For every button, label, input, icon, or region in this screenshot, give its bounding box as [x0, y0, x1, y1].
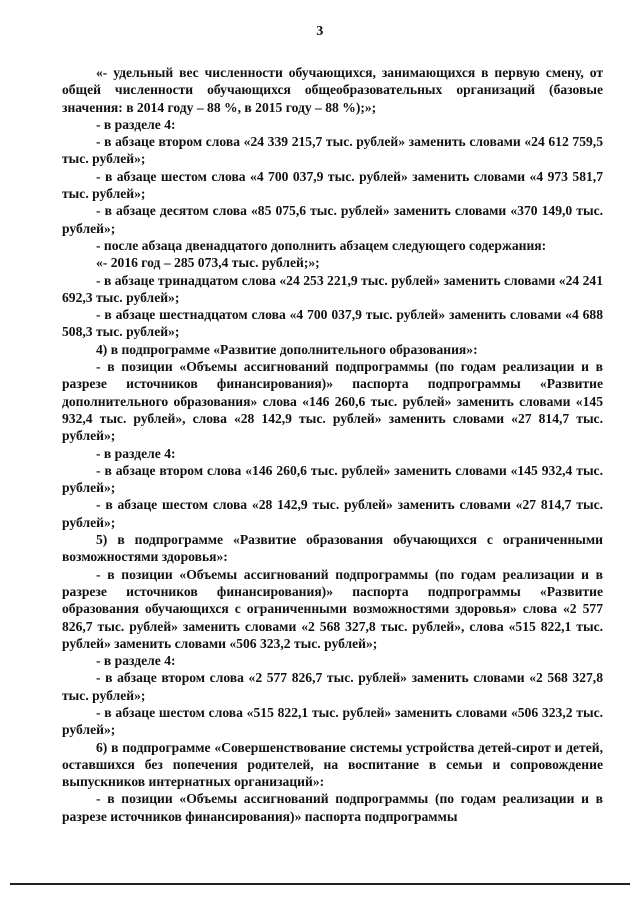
- paragraph-item-4-abzac-6-amendment: - в абзаце шестом слова «28 142,9 тыс. рублей» заменить словами «27 814,7 тыс. рублей»;: [62, 497, 603, 530]
- paragraph-item-6-passport-amendment: - в позиции «Объемы ассигнований подпрограммы (по годам реализации и в разрезе источников финансирования)» паспорта подпрограммы: [62, 791, 603, 824]
- page-number: 3: [316, 24, 324, 39]
- paragraph-abzac-16-amendment: - в абзаце шестнадцатом слова «4 700 037,9 тыс. рублей» заменить словами «4 688 508,3 тыс. рублей»;: [62, 307, 603, 340]
- page-bottom-rule: [10, 883, 630, 885]
- paragraph-item-5-disabilities: 5) в подпрограмме «Развитие образования обучающихся с ограниченными возможностями здоровья»:: [62, 532, 603, 565]
- paragraph-2016-year-amount: «- 2016 год – 285 073,4 тыс. рублей;»;: [96, 255, 320, 271]
- paragraph-item-4-abzac-2-amendment: - в абзаце втором слова «146 260,6 тыс. рублей» заменить словами «145 932,4 тыс. рублей»;: [62, 462, 603, 496]
- paragraph-student-share-indicator: «- удельный вес численности обучающихся, занимающихся в первую смену, от общей численности обучающихся общеобразовательных организаций (базовые значения: в 2014 году – 88 %, в 2015 году – 88 %);»;: [62, 65, 603, 115]
- paragraph-section-4-header: - в разделе 4:: [96, 116, 176, 132]
- document-body: [62, 64, 603, 825]
- paragraph-item-4-passport-amendment: - в позиции «Объемы ассигнований подпрограммы (по годам реализации и в разрезе источников финансирования)» паспорта подпрограммы «Развитие дополнительного образования» слова «146 260,6 тыс. рублей» заменить словами «145 932,4 тыс. рублей», слова «28 142,9 тыс. рублей» заменить словами «27 814,7 тыс. рублей»;: [62, 359, 603, 444]
- paragraph-item-5-abzac-2-amendment: - в абзаце втором слова «2 577 826,7 тыс. рублей» заменить словами «2 568 327,8 тыс. рублей»;: [62, 670, 603, 703]
- paragraph-abzac-10-amendment: - в абзаце десятом слова «85 075,6 тыс. рублей» заменить словами «370 149,0 тыс. рублей»;: [62, 203, 603, 236]
- paragraph-item-6-orphans: 6) в подпрограмме «Совершенствование системы устройства детей-сирот и детей, оставшихся без попечения родителей, на воспитание в семьи и сопровождение выпускников интернатных организаций»:: [62, 739, 603, 790]
- paragraph-abzac-13-amendment: - в абзаце тринадцатом слова «24 253 221,9 тыс. рублей» заменить словами «24 241 692,3 тыс. рублей»;: [62, 272, 603, 305]
- paragraph-abzac-6-amendment: - в абзаце шестом слова «4 700 037,9 тыс. рублей» заменить словами «4 973 581,7 тыс. рублей»;: [62, 168, 603, 202]
- paragraph-item-5-abzac-6-amendment: - в абзаце шестом слова «515 822,1 тыс. рублей» заменить словами «506 323,2 тыс. рублей»;: [62, 704, 603, 738]
- paragraph-item-5-section-4-header: - в разделе 4:: [96, 653, 176, 669]
- paragraph-insert-after-12: - после абзаца двенадцатого дополнить абзацем следующего содержания:: [96, 237, 547, 253]
- paragraph-item-4-additional-education: 4) в подпрограмме «Развитие дополнительного образования»:: [96, 341, 478, 357]
- paragraph-item-4-section-4-header: - в разделе 4:: [96, 445, 176, 461]
- paragraph-abzac-2-amendment: - в абзаце втором слова «24 339 215,7 тыс. рублей» заменить словами «24 612 759,5 тыс. рублей»;: [62, 134, 603, 167]
- paragraph-item-5-passport-amendment: - в позиции «Объемы ассигнований подпрограммы (по годам реализации и в разрезе источников финансирования)» паспорта подпрограммы «Развитие образования обучающихся с ограниченными возможностями здоровья» слова «2 577 826,7 тыс. рублей» заменить словами «2 568 327,8 тыс. рублей», слова «515 822,1 тыс. рублей» заменить словами «506 323,2 тыс. рублей»;: [62, 566, 603, 651]
